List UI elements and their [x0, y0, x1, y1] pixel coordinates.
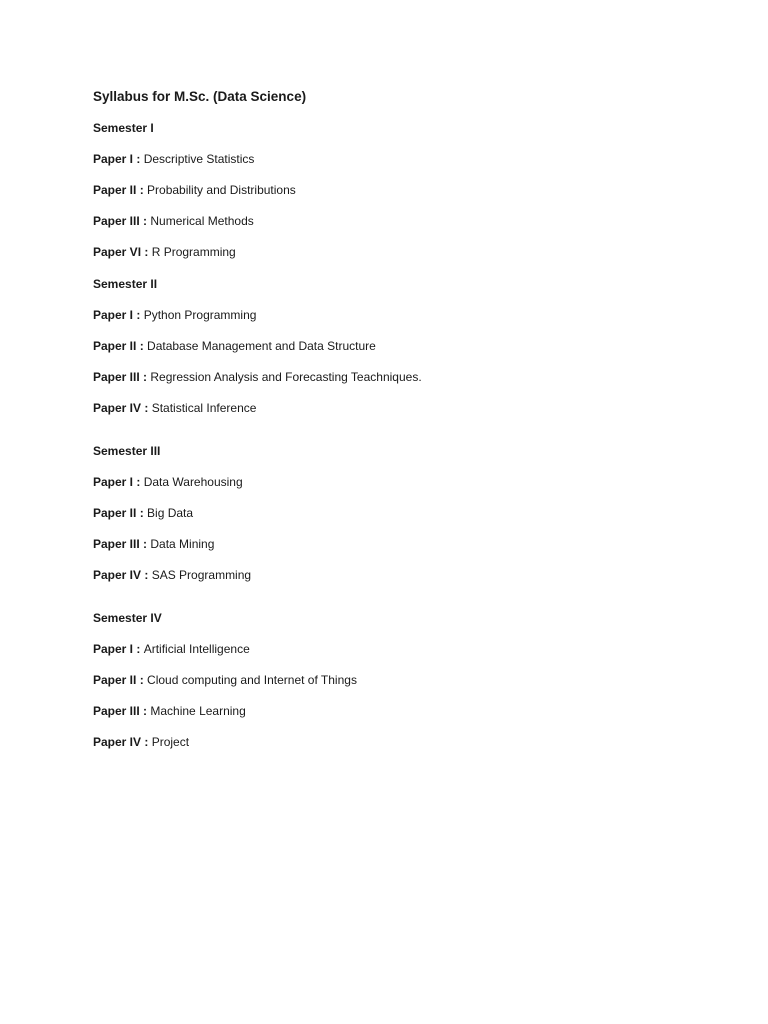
paper-item	[93, 304, 713, 326]
semester-1	[93, 117, 713, 263]
paper-item	[93, 397, 713, 419]
paper-name: Numerical Methods	[150, 214, 254, 228]
paper-item	[93, 638, 713, 660]
semester-2	[93, 273, 713, 419]
document-title: Syllabus for M.Sc. (Data Science)	[93, 89, 307, 104]
semester-heading: Semester IV	[93, 611, 162, 625]
paper-list	[93, 638, 713, 753]
paper-item	[93, 366, 713, 388]
paper-label: Paper VI :	[93, 245, 149, 259]
paper-item	[93, 533, 713, 555]
paper-item	[93, 335, 713, 357]
paper-list	[93, 148, 713, 263]
paper-label: Paper II :	[93, 506, 144, 520]
paper-label: Paper III :	[93, 704, 148, 718]
semester-heading: Semester I	[93, 121, 154, 135]
paper-name: Python Programming	[143, 308, 257, 322]
paper-label: Paper I :	[93, 475, 141, 489]
paper-name: Project	[151, 735, 190, 749]
semester-4	[93, 607, 713, 753]
paper-item	[93, 700, 713, 722]
paper-label: Paper I :	[93, 308, 141, 322]
paper-name: Statistical Inference	[151, 401, 257, 415]
paper-name: Data Mining	[150, 537, 215, 551]
paper-name: Database Management and Data Structure	[147, 339, 376, 353]
paper-label: Paper III :	[93, 370, 148, 384]
paper-item	[93, 731, 713, 753]
paper-item	[93, 471, 713, 493]
paper-name: Descriptive Statistics	[143, 152, 255, 166]
paper-label: Paper IV :	[93, 735, 149, 749]
paper-label: Paper III :	[93, 537, 148, 551]
paper-item	[93, 179, 713, 201]
semester-heading: Semester II	[93, 277, 158, 291]
syllabus-content	[93, 86, 713, 762]
paper-label: Paper I :	[93, 642, 141, 656]
paper-label: Paper IV :	[93, 401, 149, 415]
paper-name: Big Data	[147, 506, 194, 520]
paper-label: Paper II :	[93, 673, 144, 687]
paper-label: Paper IV :	[93, 568, 149, 582]
paper-item	[93, 564, 713, 586]
paper-name: SAS Programming	[151, 568, 252, 582]
paper-name: Machine Learning	[150, 704, 246, 718]
paper-item	[93, 669, 713, 691]
paper-name: Artificial Intelligence	[143, 642, 250, 656]
paper-name: Regression Analysis and Forecasting Teachniques.	[150, 370, 422, 384]
paper-name: R Programming	[151, 245, 236, 259]
semester-heading: Semester III	[93, 444, 161, 458]
semester-3	[93, 440, 713, 586]
paper-name: Data Warehousing	[143, 475, 243, 489]
paper-item	[93, 502, 713, 524]
paper-item	[93, 241, 713, 263]
paper-item	[93, 148, 713, 170]
paper-label: Paper I :	[93, 152, 141, 166]
paper-label: Paper III :	[93, 214, 148, 228]
paper-name: Probability and Distributions	[147, 183, 296, 197]
paper-label: Paper II :	[93, 183, 144, 197]
paper-list	[93, 471, 713, 586]
paper-item	[93, 210, 713, 232]
paper-name: Cloud computing and Internet of Things	[147, 673, 357, 687]
paper-label: Paper II :	[93, 339, 144, 353]
paper-list	[93, 304, 713, 419]
